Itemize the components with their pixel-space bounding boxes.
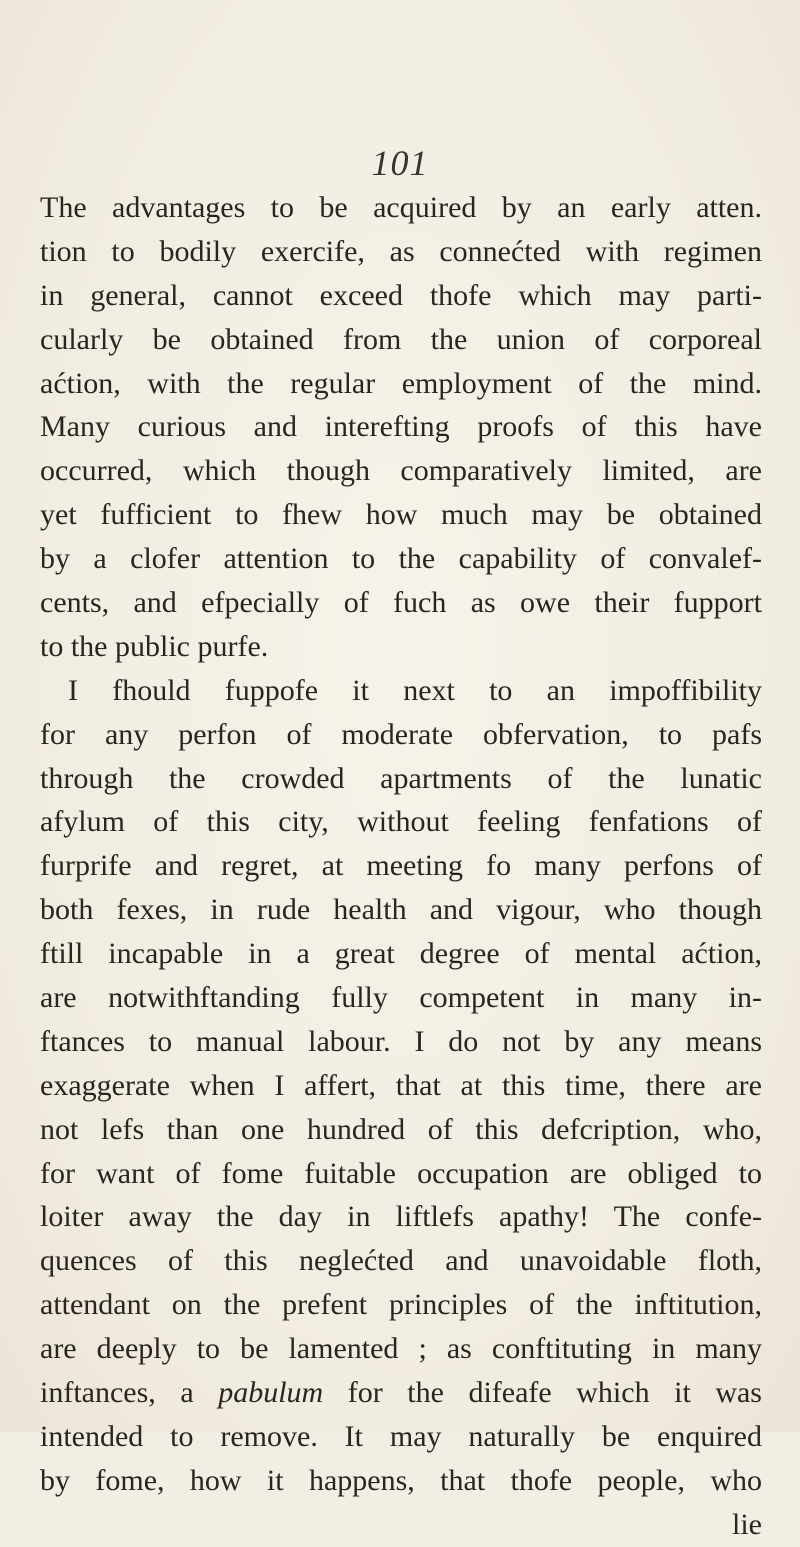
text-line: to the public purfe. (40, 629, 269, 663)
text-line: furprife and regret, at meeting fo many perfons of (40, 849, 762, 883)
text-line: attendant on the prefent principles of the inftitution, (40, 1288, 762, 1322)
text-line: are deeply to be lamented ; as conftituting in many (40, 1332, 762, 1366)
text-line: by a clofer attention to the capability of convalef- (40, 542, 762, 576)
text-segment: inftances, a (40, 1376, 194, 1410)
page-number: 101 (371, 143, 429, 183)
text-line: afylum of this city, without feeling fenfations of (40, 805, 762, 839)
text-segment: for the difeafe which it was (347, 1376, 762, 1410)
italic-term: pabulum (218, 1376, 324, 1410)
text-line: Many curious and interefting proofs of this have (40, 410, 762, 444)
text-line: I fhould fuppofe it next to an impoffibility (68, 673, 762, 707)
text-line: ftill incapable in a great degree of mental aćtion, (40, 937, 762, 971)
text-line: occurred, which though comparatively limited, are (40, 454, 762, 488)
text-line: cents, and efpecially of fuch as owe their fupport (40, 586, 762, 620)
text-line: intended to remove. It may naturally be enquired (40, 1419, 762, 1453)
text-line: by fome, how it happens, that thofe people, who (40, 1463, 762, 1497)
text-line: for any perfon of moderate obfervation, to pafs (40, 717, 762, 751)
text-line: both fexes, in rude health and vigour, who though (40, 893, 762, 927)
text-line: are notwithftanding fully competent in many in- (40, 981, 762, 1015)
text-line: cularly be obtained from the union of corporeal (40, 322, 762, 356)
text-line: ftances to manual labour. I do not by any means (40, 1024, 762, 1058)
text-line: through the crowded apartments of the lunatic (40, 761, 762, 795)
text-line: yet fufficient to fhew how much may be obtained (40, 498, 762, 532)
text-line: tion to bodily exercife, as connećted with regimen (40, 234, 762, 268)
text-line: loiter away the day in liftlefs apathy! The confe- (40, 1200, 762, 1234)
text-line: The advantages to be acquired by an early atten. (40, 191, 762, 224)
text-line-with-italic (40, 1371, 762, 1415)
text-line: not lefs than one hundred of this defcription, who, (40, 1112, 762, 1146)
text-line: quences of this neglećted and unavoidable floth, (40, 1244, 762, 1278)
body-text (40, 186, 762, 1547)
text-line: for want of fome fuitable occupation are obliged to (40, 1156, 762, 1190)
catchword: lie (732, 1507, 762, 1541)
text-line: in general, cannot exceed thofe which may parti- (40, 278, 762, 312)
text-line: aćtion, with the regular employment of the mind. (40, 366, 762, 400)
text-line: exaggerate when I affert, that at this time, there are (40, 1068, 762, 1102)
